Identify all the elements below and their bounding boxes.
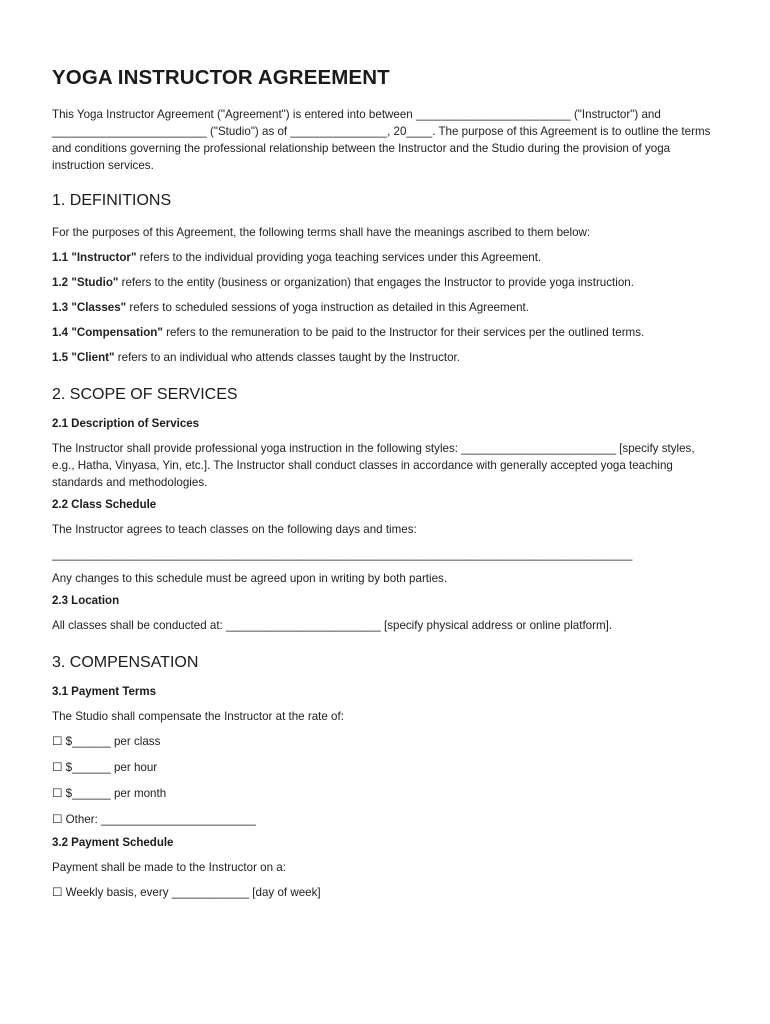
definition-item [52, 274, 718, 291]
definitions-lead: For the purposes of this Agreement, the following terms shall have the meanings ascribed to them below: [52, 226, 591, 239]
definition-term: 1.5 "Client" [52, 351, 115, 364]
subheading-schedule: 2.2 Class Schedule [52, 499, 157, 511]
definition-term: 1.3 "Classes" [52, 301, 127, 314]
definition-item [52, 349, 718, 366]
payment-schedule-text: Payment shall be made to the Instructor on a: [52, 861, 286, 874]
subheading-description: 2.1 Description of Services [52, 418, 200, 430]
definition-item [52, 299, 718, 316]
schedule-note: Any changes to this schedule must be agreed upon in writing by both parties. [52, 572, 448, 585]
section-heading-definitions: 1. DEFINITIONS [52, 192, 172, 209]
definition-text: refers to the entity (business or organization) that engages the Instructor to provide yoga instruction. [118, 276, 634, 289]
rate-option-per-hour[interactable]: ☐ $______ per hour [52, 761, 158, 774]
definition-term: 1.4 "Compensation" [52, 326, 163, 339]
definition-item [52, 324, 718, 341]
intro-paragraph: This Yoga Instructor Agreement ("Agreement") is entered into between ________________________ ("Instructor") and ________________________ ("Studio") as of _______________, 20____. The purpose of this Agreement is to outline the terms and conditions governing the professional relationship between the Instructor and the Studio during the provision of yoga instruction services. [52, 108, 711, 172]
subheading-location: 2.3 Location [52, 595, 120, 607]
payment-terms-text: The Studio shall compensate the Instructor at the rate of: [52, 710, 344, 723]
definition-item [52, 249, 718, 266]
subheading-payment-schedule: 3.2 Payment Schedule [52, 837, 174, 849]
rate-option-per-class[interactable]: ☐ $______ per class [52, 735, 161, 748]
definition-text: refers to an individual who attends classes taught by the Instructor. [114, 351, 460, 364]
document-title: YOGA INSTRUCTOR AGREEMENT [52, 66, 390, 89]
definition-text: refers to the remuneration to be paid to the Instructor for their services per the outlined terms. [162, 326, 645, 339]
description-text: The Instructor shall provide professional yoga instruction in the following styles: ________________________ [specify styles, e.g., Hatha, Vinyasa, Yin, etc.]. The Instructor shall conduct classes in accordance with generally accepted yoga teaching standards and methodologies. [52, 442, 695, 489]
schedule-option-weekly[interactable]: ☐ Weekly basis, every ____________ [day of week] [52, 886, 321, 899]
definition-text: refers to scheduled sessions of yoga instruction as detailed in this Agreement. [126, 301, 529, 314]
subheading-payment-terms: 3.1 Payment Terms [52, 686, 156, 698]
location-text: All classes shall be conducted at: ________________________ [specify physical address or online platform]. [52, 619, 613, 632]
definition-term: 1.2 "Studio" [52, 276, 119, 289]
rate-option-per-month[interactable]: ☐ $______ per month [52, 787, 167, 800]
schedule-text: The Instructor agrees to teach classes on the following days and times: [52, 523, 417, 536]
section-heading-compensation: 3. COMPENSATION [52, 654, 199, 671]
section-heading-scope: 2. SCOPE OF SERVICES [52, 386, 238, 403]
schedule-blank-line: __________________________________________________________________________________________ [52, 548, 633, 561]
rate-option-other[interactable]: ☐ Other: ________________________ [52, 813, 256, 826]
definition-term: 1.1 "Instructor" [52, 251, 137, 264]
definition-text: refers to the individual providing yoga teaching services under this Agreement. [136, 251, 542, 264]
